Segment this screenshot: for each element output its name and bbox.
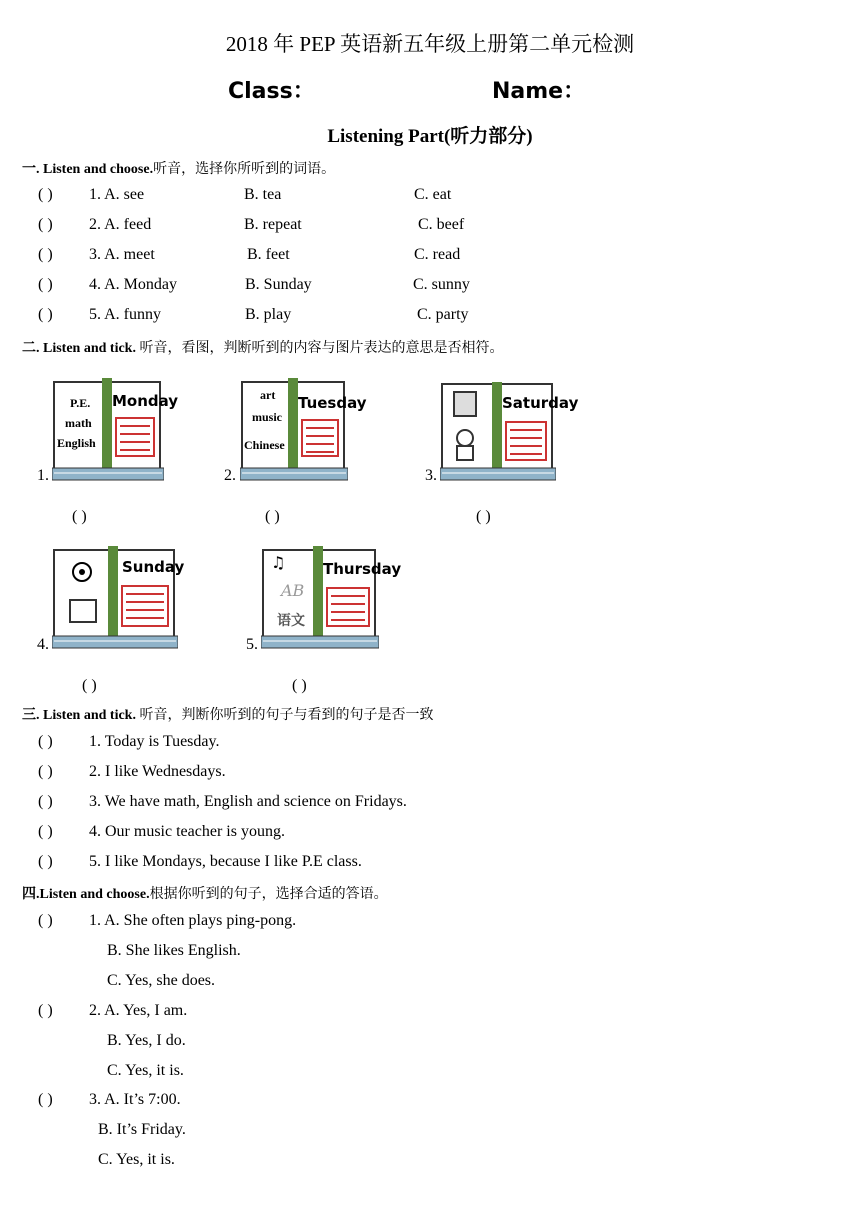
option-a: 1. A. She often plays ping-pong. bbox=[89, 912, 297, 929]
option-b: B. feet bbox=[247, 246, 290, 263]
answer-blank[interactable]: ( ) bbox=[38, 793, 53, 810]
answer-blank[interactable]: ( ) bbox=[38, 306, 53, 323]
section1-heading bbox=[22, 158, 335, 178]
option-c: C. party bbox=[417, 306, 469, 323]
option-a: 2. A. feed bbox=[89, 216, 152, 233]
timetable-picture-sunday bbox=[52, 546, 185, 650]
section2-heading-en: 二. Listen and tick. bbox=[22, 341, 136, 356]
section3-heading-en: 三. Listen and tick. bbox=[22, 708, 136, 723]
option-a: 3. A. It’s 7:00. bbox=[89, 1091, 181, 1108]
sentence: 1. Today is Tuesday. bbox=[89, 733, 220, 750]
day-label: Sunday bbox=[122, 558, 185, 576]
answer-blank[interactable]: ( ) bbox=[38, 733, 53, 750]
section3-heading-cn: 听音，判断你听到的句子与看到的句子是否一致 bbox=[139, 708, 434, 723]
answer-blank[interactable]: ( ) bbox=[292, 677, 307, 694]
answer-blank[interactable]: ( ) bbox=[38, 276, 53, 293]
option-b: B. She likes English. bbox=[107, 942, 241, 959]
option-b: B. Yes, I do. bbox=[107, 1032, 186, 1049]
answer-blank[interactable]: ( ) bbox=[265, 508, 280, 525]
answer-blank[interactable]: ( ) bbox=[38, 912, 53, 929]
day-label: Thursday bbox=[323, 560, 402, 578]
picture-number: 1. bbox=[37, 467, 49, 484]
picture-number: 5. bbox=[246, 636, 258, 653]
option-c: C. sunny bbox=[413, 276, 470, 293]
option-b: B. play bbox=[245, 306, 292, 323]
picture-number: 3. bbox=[425, 467, 437, 484]
day-label: Monday bbox=[112, 392, 179, 410]
answer-blank[interactable]: ( ) bbox=[38, 763, 53, 780]
section2-heading bbox=[22, 337, 503, 357]
option-c: C. eat bbox=[414, 186, 452, 203]
part-title: Listening Part(听力部分) bbox=[327, 126, 533, 147]
answer-blank[interactable]: ( ) bbox=[72, 508, 87, 525]
answer-blank[interactable]: ( ) bbox=[38, 853, 53, 870]
sentence: 2. I like Wednesdays. bbox=[89, 763, 226, 780]
svg-text:AB: AB bbox=[281, 581, 305, 600]
option-a: 2. A. Yes, I am. bbox=[89, 1002, 188, 1019]
sentence: 3. We have math, English and science on Fridays. bbox=[89, 793, 407, 810]
picture-number: 4. bbox=[37, 636, 49, 653]
answer-blank[interactable]: ( ) bbox=[38, 216, 53, 233]
subject-label: P.E. bbox=[70, 396, 91, 410]
day-label: Saturday bbox=[502, 394, 579, 412]
section4-heading-cn: 根据你听到的句子，选择合适的答语。 bbox=[149, 887, 388, 902]
section3-heading bbox=[22, 704, 433, 724]
timetable-picture-monday bbox=[52, 378, 179, 482]
option-c: C. Yes, it is. bbox=[107, 1062, 184, 1079]
class-label: Class： bbox=[228, 79, 315, 104]
option-c: C. beef bbox=[418, 216, 465, 233]
option-a: 4. A. Monday bbox=[89, 276, 177, 293]
section4-heading-en: 四.Listen and choose. bbox=[22, 887, 150, 902]
sentence: 5. I like Mondays, because I like P.E class. bbox=[89, 853, 362, 870]
sentence: 4. Our music teacher is young. bbox=[89, 823, 285, 840]
option-b: B. repeat bbox=[244, 216, 302, 233]
option-b: B. Sunday bbox=[245, 276, 312, 293]
page-title: 2018 年 PEP 英语新五年级上册第二单元检测 bbox=[225, 32, 635, 56]
day-label: Tuesday bbox=[298, 394, 367, 412]
subject-label: 语文 bbox=[277, 613, 305, 629]
answer-blank[interactable]: ( ) bbox=[476, 508, 491, 525]
option-a: 3. A. meet bbox=[89, 246, 155, 263]
answer-blank[interactable]: ( ) bbox=[38, 823, 53, 840]
timetable-picture-tuesday bbox=[240, 378, 367, 482]
section1-heading-cn: 听音，选择你所听到的词语。 bbox=[153, 162, 336, 177]
subject-label: Chinese bbox=[244, 438, 285, 452]
answer-blank[interactable]: ( ) bbox=[38, 186, 53, 203]
option-a: 5. A. funny bbox=[89, 306, 161, 323]
option-c: C. read bbox=[414, 246, 461, 263]
timetable-picture-saturday bbox=[440, 382, 579, 482]
name-label: Name： bbox=[492, 79, 586, 104]
subject-label: English bbox=[57, 436, 96, 450]
svg-text:♫: ♫ bbox=[271, 553, 286, 572]
option-b: B. It’s Friday. bbox=[98, 1121, 186, 1138]
option-c: C. Yes, it is. bbox=[98, 1151, 175, 1168]
option-b: B. tea bbox=[244, 186, 282, 203]
timetable-picture-thursday bbox=[261, 546, 402, 650]
option-c: C. Yes, she does. bbox=[107, 972, 216, 989]
subject-label: math bbox=[65, 416, 92, 430]
answer-blank[interactable]: ( ) bbox=[82, 677, 97, 694]
picture-number: 2. bbox=[224, 467, 236, 484]
subject-label: music bbox=[252, 410, 282, 424]
subject-label: art bbox=[260, 388, 276, 402]
section4-heading bbox=[22, 883, 388, 903]
answer-blank[interactable]: ( ) bbox=[38, 1091, 53, 1108]
answer-blank[interactable]: ( ) bbox=[38, 246, 53, 263]
option-a: 1. A. see bbox=[89, 186, 145, 203]
section1-heading-en: 一. Listen and choose. bbox=[22, 162, 154, 177]
answer-blank[interactable]: ( ) bbox=[38, 1002, 53, 1019]
section2-heading-cn: 听音，看图，判断听到的内容与图片表达的意思是否相符。 bbox=[139, 341, 504, 356]
